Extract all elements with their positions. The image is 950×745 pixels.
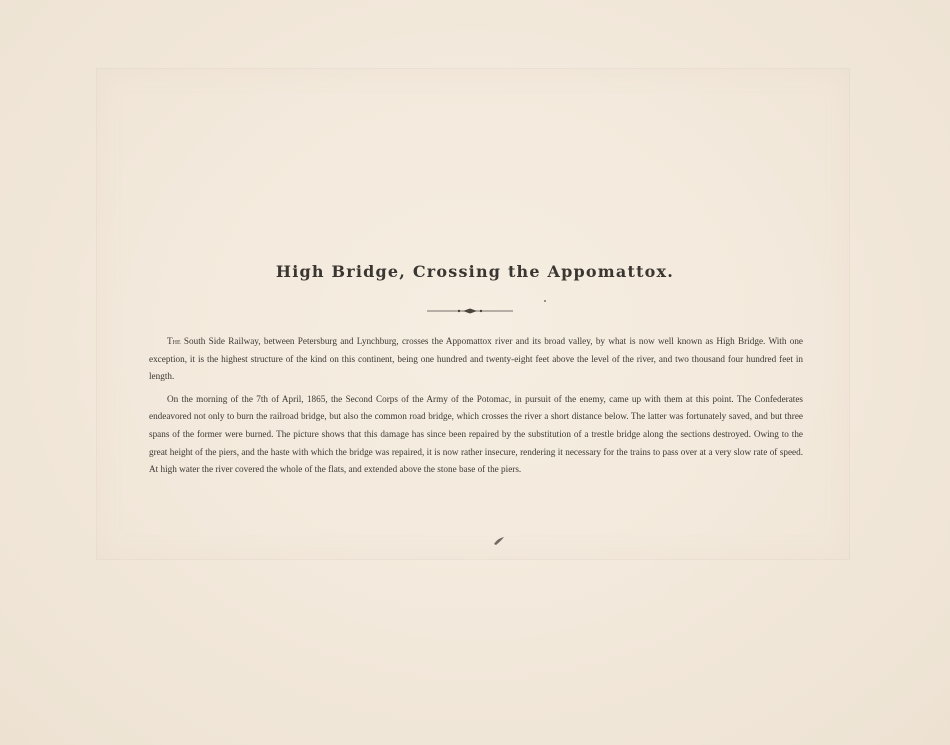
ink-speck bbox=[544, 300, 546, 302]
page-title: High Bridge, Crossing the Appomattox. bbox=[275, 262, 675, 281]
paragraph-text: On the morning of the 7th of April, 1865, the Second Corps of the Army of the Potomac, in pursuit of the enemy, came up with them at this point. The Confederates endeavored not only to burn the railroad bridge, but also the common road bridge, which crosses the river a short distance below. The latter was fortunately saved, and but three spans of the former were burned. The picture shows that this damage has since been repaired by the substitution of a trestle bridge along the sections destroyed. Owing to the great height of the piers, and the haste with which the bridge was repaired, it is now rather insecure, rendering it necessary for the trains to pass over at a very slow rate of speed. At high water the river covered the whole of the flats, and extended above the stone base of the piers. bbox=[149, 393, 803, 475]
body-text bbox=[149, 333, 803, 484]
paragraph-2 bbox=[149, 391, 803, 479]
paragraph-lead: The bbox=[167, 336, 181, 346]
paragraph-text: South Side Railway, between Petersburg and Lynchburg, crosses the Appomattox river and its broad valley, by what is now well known as High Bridge. With one exception, it is the highest structure of the kind on this continent, being one hundred and twenty-eight feet above the level of the river, and two thousand four hundred feet in length. bbox=[149, 336, 803, 382]
ornamental-rule bbox=[425, 306, 515, 316]
ink-smudge bbox=[493, 537, 505, 545]
paragraph-1 bbox=[149, 333, 803, 386]
